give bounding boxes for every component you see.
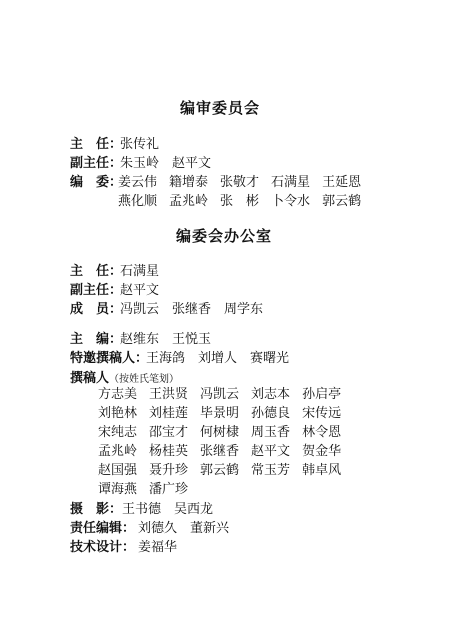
committee-chief: 张传礼 [120, 137, 160, 152]
chief-editor-label: 主 编： [70, 332, 123, 347]
office-deputy: 赵平文 [120, 283, 160, 298]
writers-label-text: 撰稿人 [70, 371, 110, 386]
office-chief: 石满星 [120, 264, 160, 279]
writer-name: 赵平文 [251, 444, 291, 459]
committee-title: 编审委员会 [180, 99, 261, 117]
writer-name: 周玉香 [251, 425, 291, 440]
member-name: 姜云伟 [118, 175, 158, 190]
writers-row-4 [98, 440, 353, 459]
writer-name: 林令恩 [302, 425, 342, 440]
tech-design-label: 技术设计： [70, 540, 136, 555]
writer-name: 宋传远 [302, 406, 342, 421]
writer-name: 邵宝才 [149, 425, 189, 440]
writer-name: 何树棣 [200, 425, 240, 440]
office-members: 冯凯云 张继香 周学东 [120, 302, 264, 317]
writer-name: 韩卓风 [302, 463, 342, 478]
member-name: 卜令水 [271, 194, 311, 209]
writer-name: 刘艳林 [98, 406, 138, 421]
member-name: 张敬才 [220, 175, 260, 190]
writer-name: 张继香 [200, 444, 240, 459]
member-name: 郭云鹤 [322, 194, 362, 209]
writer-name: 刘志本 [251, 387, 291, 402]
office-title: 编委会办公室 [176, 227, 273, 245]
writer-name: 方志美 [98, 387, 138, 402]
member-name: 籍增泰 [169, 175, 209, 190]
writer-name: 孙德良 [251, 406, 291, 421]
writers-row-6 [98, 478, 200, 497]
office-chief-label: 主 任： [70, 264, 123, 279]
committee-deputies: 朱玉岭 赵平文 [120, 156, 212, 171]
invited-writers: 王海鸽 刘增人 赛曙光 [146, 351, 290, 366]
committee-members-label: 编 委： [70, 175, 123, 190]
invited-writers-label: 特邀撰稿人： [70, 351, 149, 366]
member-name: 王延恩 [322, 175, 362, 190]
writer-name: 王洪贤 [149, 387, 189, 402]
writer-name: 郭云鹤 [200, 463, 240, 478]
writers-row-1 [98, 383, 353, 402]
member-name: 张 彬 [220, 194, 260, 209]
photographers: 王书德 吴西龙 [122, 502, 214, 517]
committee-deputy-label: 副主任： [70, 156, 123, 171]
writer-name: 宋纯志 [98, 425, 138, 440]
writer-name: 谭海燕 [98, 482, 138, 497]
writer-name: 孙启亭 [302, 387, 342, 402]
writer-name: 杨桂英 [149, 444, 189, 459]
writer-name: 毕景明 [200, 406, 240, 421]
tech-designer: 姜福华 [138, 540, 178, 555]
writer-name: 潘广珍 [149, 482, 189, 497]
office-deputy-label: 副主任： [70, 283, 123, 298]
writers-note: （按姓氏笔划） [109, 374, 180, 385]
writer-name: 孟兆岭 [98, 444, 138, 459]
member-name: 石满星 [271, 175, 311, 190]
writer-name: 刘桂莲 [149, 406, 189, 421]
writer-name: 聂升珍 [149, 463, 189, 478]
responsible-editor-label: 责任编辑： [70, 521, 136, 536]
responsible-editors: 刘德久 董新兴 [138, 521, 230, 536]
photo-label: 摄 影： [70, 502, 123, 517]
committee-chief-label: 主 任： [70, 137, 123, 152]
member-name: 燕化顺 [118, 194, 158, 209]
committee-members-row-1 [118, 171, 373, 190]
writer-name: 贺金华 [302, 444, 342, 459]
office-members-label: 成 员： [70, 302, 123, 317]
committee-members-row-2 [118, 190, 373, 209]
writers-row-3 [98, 421, 353, 440]
writer-name: 赵国强 [98, 463, 138, 478]
writers-row-5 [98, 459, 353, 478]
writer-name: 常玉芳 [251, 463, 291, 478]
member-name: 孟兆岭 [169, 194, 209, 209]
writer-name: 冯凯云 [200, 387, 240, 402]
writers-row-2 [98, 402, 353, 421]
chief-editors: 赵维东 王悦玉 [120, 332, 212, 347]
